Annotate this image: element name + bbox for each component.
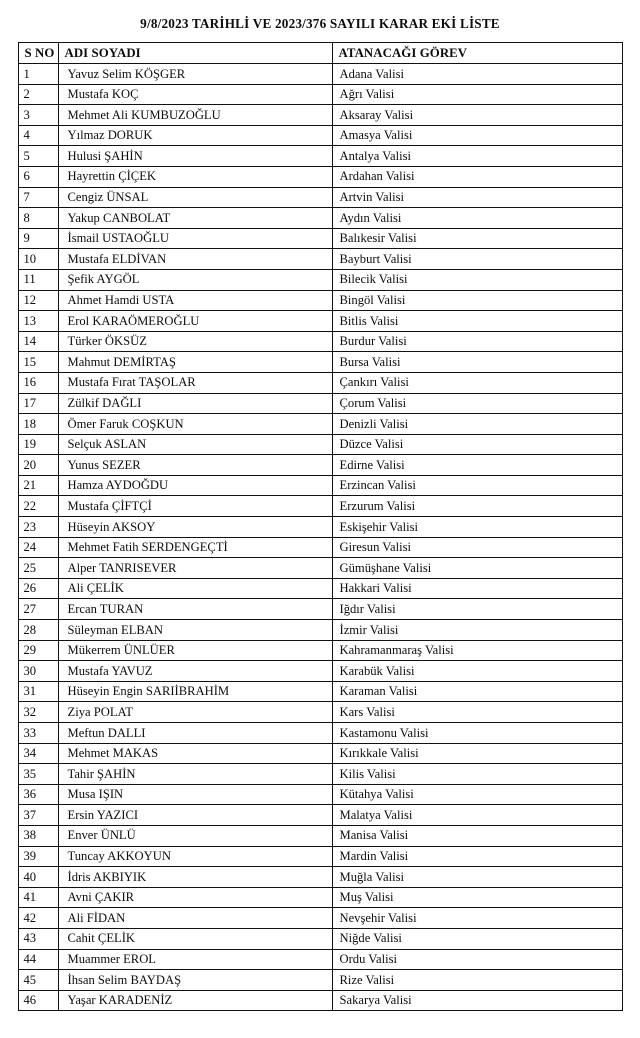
cell-serial-no: 17 <box>18 393 58 414</box>
cell-serial-no: 46 <box>18 990 58 1011</box>
table-row <box>18 455 622 476</box>
table-row <box>18 64 622 85</box>
table-header <box>18 43 622 64</box>
appointments-table <box>18 42 623 1011</box>
table-row <box>18 187 622 208</box>
table-row <box>18 970 622 991</box>
cell-full-name: Ercan TURAN <box>58 599 332 620</box>
cell-serial-no: 25 <box>18 558 58 579</box>
table-row <box>18 517 622 538</box>
table-row <box>18 166 622 187</box>
cell-serial-no: 44 <box>18 949 58 970</box>
cell-full-name: Mustafa ELDİVAN <box>58 249 332 270</box>
cell-full-name: Yavuz Selim KÖŞGER <box>58 64 332 85</box>
table-row <box>18 990 622 1011</box>
cell-serial-no: 4 <box>18 125 58 146</box>
table-row <box>18 352 622 373</box>
cell-full-name: Hüseyin Engin SARIİBRAHİM <box>58 681 332 702</box>
table-row <box>18 743 622 764</box>
cell-serial-no: 34 <box>18 743 58 764</box>
table-row <box>18 887 622 908</box>
cell-assignment: Hakkari Valisi <box>332 578 622 599</box>
cell-assignment: Kırıkkale Valisi <box>332 743 622 764</box>
cell-full-name: Musa IŞIN <box>58 784 332 805</box>
cell-full-name: Avni ÇAKIR <box>58 887 332 908</box>
cell-full-name: Yakup CANBOLAT <box>58 208 332 229</box>
cell-full-name: Meftun DALLI <box>58 723 332 744</box>
cell-full-name: Cahit ÇELİK <box>58 928 332 949</box>
cell-full-name: Mustafa ÇİFTÇİ <box>58 496 332 517</box>
cell-serial-no: 15 <box>18 352 58 373</box>
cell-serial-no: 10 <box>18 249 58 270</box>
table-body <box>18 64 622 1011</box>
table-row <box>18 228 622 249</box>
cell-assignment: Kahramanmaraş Valisi <box>332 640 622 661</box>
cell-serial-no: 18 <box>18 414 58 435</box>
table-row <box>18 620 622 641</box>
table-row <box>18 805 622 826</box>
cell-full-name: Erol KARAÖMEROĞLU <box>58 311 332 332</box>
cell-assignment: Ordu Valisi <box>332 949 622 970</box>
table-row <box>18 146 622 167</box>
cell-full-name: Mustafa KOÇ <box>58 84 332 105</box>
cell-serial-no: 12 <box>18 290 58 311</box>
cell-assignment: Gümüşhane Valisi <box>332 558 622 579</box>
cell-assignment: Muğla Valisi <box>332 867 622 888</box>
table-row <box>18 249 622 270</box>
cell-full-name: Ziya POLAT <box>58 702 332 723</box>
cell-full-name: Yılmaz DORUK <box>58 125 332 146</box>
cell-full-name: Ahmet Hamdi USTA <box>58 290 332 311</box>
cell-assignment: Malatya Valisi <box>332 805 622 826</box>
document-page <box>0 16 640 1038</box>
cell-serial-no: 22 <box>18 496 58 517</box>
cell-full-name: Mehmet Ali KUMBUZOĞLU <box>58 105 332 126</box>
table-row <box>18 764 622 785</box>
table-row <box>18 496 622 517</box>
table-row <box>18 949 622 970</box>
cell-full-name: Ali FİDAN <box>58 908 332 929</box>
cell-assignment: Giresun Valisi <box>332 537 622 558</box>
cell-full-name: Enver ÜNLÜ <box>58 825 332 846</box>
table-row <box>18 846 622 867</box>
table-row <box>18 125 622 146</box>
table-row <box>18 393 622 414</box>
cell-assignment: Antalya Valisi <box>332 146 622 167</box>
cell-full-name: Mustafa YAVUZ <box>58 661 332 682</box>
cell-full-name: Muammer EROL <box>58 949 332 970</box>
cell-serial-no: 7 <box>18 187 58 208</box>
cell-assignment: Eskişehir Valisi <box>332 517 622 538</box>
cell-serial-no: 9 <box>18 228 58 249</box>
cell-serial-no: 5 <box>18 146 58 167</box>
table-row <box>18 599 622 620</box>
cell-assignment: Erzurum Valisi <box>332 496 622 517</box>
cell-serial-no: 42 <box>18 908 58 929</box>
cell-serial-no: 33 <box>18 723 58 744</box>
cell-serial-no: 21 <box>18 475 58 496</box>
cell-full-name: Hüseyin AKSOY <box>58 517 332 538</box>
cell-serial-no: 20 <box>18 455 58 476</box>
cell-serial-no: 24 <box>18 537 58 558</box>
cell-assignment: Bayburt Valisi <box>332 249 622 270</box>
cell-full-name: Hayrettin ÇİÇEK <box>58 166 332 187</box>
cell-assignment: İzmir Valisi <box>332 620 622 641</box>
cell-assignment: Karabük Valisi <box>332 661 622 682</box>
table-row <box>18 578 622 599</box>
column-header-assignment: ATANACAĞI GÖREV <box>332 43 622 64</box>
table-row <box>18 331 622 352</box>
table-row <box>18 208 622 229</box>
cell-assignment: Erzincan Valisi <box>332 475 622 496</box>
cell-full-name: İdris AKBIYIK <box>58 867 332 888</box>
cell-assignment: Rize Valisi <box>332 970 622 991</box>
cell-assignment: Kars Valisi <box>332 702 622 723</box>
table-row <box>18 372 622 393</box>
cell-serial-no: 32 <box>18 702 58 723</box>
cell-full-name: Mustafa Fırat TAŞOLAR <box>58 372 332 393</box>
cell-assignment: Edirne Valisi <box>332 455 622 476</box>
cell-serial-no: 28 <box>18 620 58 641</box>
table-row <box>18 928 622 949</box>
cell-assignment: Denizli Valisi <box>332 414 622 435</box>
table-row <box>18 908 622 929</box>
cell-assignment: Nevşehir Valisi <box>332 908 622 929</box>
cell-assignment: Sakarya Valisi <box>332 990 622 1011</box>
cell-full-name: Zülkif DAĞLI <box>58 393 332 414</box>
cell-full-name: Tuncay AKKOYUN <box>58 846 332 867</box>
table-header-row <box>18 43 622 64</box>
cell-full-name: Mehmet Fatih SERDENGEÇTİ <box>58 537 332 558</box>
table-row <box>18 681 622 702</box>
cell-full-name: Ersin YAZICI <box>58 805 332 826</box>
cell-assignment: Ağrı Valisi <box>332 84 622 105</box>
column-header-serial-no: S NO <box>18 43 58 64</box>
cell-assignment: Burdur Valisi <box>332 331 622 352</box>
cell-serial-no: 3 <box>18 105 58 126</box>
page-title: 9/8/2023 TARİHLİ VE 2023/376 SAYILI KARAR EKİ LİSTE <box>140 16 500 31</box>
table-row <box>18 311 622 332</box>
cell-serial-no: 11 <box>18 269 58 290</box>
table-row <box>18 867 622 888</box>
cell-serial-no: 29 <box>18 640 58 661</box>
table-row <box>18 702 622 723</box>
cell-serial-no: 26 <box>18 578 58 599</box>
cell-assignment: Bursa Valisi <box>332 352 622 373</box>
cell-assignment: Kastamonu Valisi <box>332 723 622 744</box>
cell-serial-no: 41 <box>18 887 58 908</box>
cell-full-name: İhsan Selim BAYDAŞ <box>58 970 332 991</box>
cell-full-name: İsmail USTAOĞLU <box>58 228 332 249</box>
cell-assignment: Manisa Valisi <box>332 825 622 846</box>
cell-full-name: Mükerrem ÜNLÜER <box>58 640 332 661</box>
cell-assignment: Adana Valisi <box>332 64 622 85</box>
table-row <box>18 558 622 579</box>
cell-full-name: Hulusi ŞAHİN <box>58 146 332 167</box>
cell-full-name: Yaşar KARADENİZ <box>58 990 332 1011</box>
cell-assignment: Düzce Valisi <box>332 434 622 455</box>
cell-serial-no: 6 <box>18 166 58 187</box>
cell-assignment: Bingöl Valisi <box>332 290 622 311</box>
cell-serial-no: 37 <box>18 805 58 826</box>
cell-serial-no: 27 <box>18 599 58 620</box>
cell-assignment: Çankırı Valisi <box>332 372 622 393</box>
cell-assignment: Mardin Valisi <box>332 846 622 867</box>
cell-serial-no: 31 <box>18 681 58 702</box>
cell-full-name: Mahmut DEMİRTAŞ <box>58 352 332 373</box>
cell-serial-no: 19 <box>18 434 58 455</box>
cell-assignment: Niğde Valisi <box>332 928 622 949</box>
cell-serial-no: 39 <box>18 846 58 867</box>
cell-assignment: Aksaray Valisi <box>332 105 622 126</box>
cell-assignment: Artvin Valisi <box>332 187 622 208</box>
cell-assignment: Iğdır Valisi <box>332 599 622 620</box>
cell-serial-no: 13 <box>18 311 58 332</box>
table-row <box>18 84 622 105</box>
cell-serial-no: 35 <box>18 764 58 785</box>
cell-assignment: Çorum Valisi <box>332 393 622 414</box>
cell-serial-no: 43 <box>18 928 58 949</box>
cell-full-name: Mehmet MAKAS <box>58 743 332 764</box>
table-row <box>18 290 622 311</box>
cell-full-name: Hamza AYDOĞDU <box>58 475 332 496</box>
cell-full-name: Yunus SEZER <box>58 455 332 476</box>
cell-assignment: Kilis Valisi <box>332 764 622 785</box>
cell-assignment: Bitlis Valisi <box>332 311 622 332</box>
table-row <box>18 661 622 682</box>
cell-assignment: Bilecik Valisi <box>332 269 622 290</box>
cell-assignment: Amasya Valisi <box>332 125 622 146</box>
cell-assignment: Balıkesir Valisi <box>332 228 622 249</box>
cell-serial-no: 23 <box>18 517 58 538</box>
table-row <box>18 105 622 126</box>
table-row <box>18 640 622 661</box>
cell-serial-no: 16 <box>18 372 58 393</box>
table-row <box>18 475 622 496</box>
table-row <box>18 269 622 290</box>
column-header-full-name: ADI SOYADI <box>58 43 332 64</box>
cell-serial-no: 38 <box>18 825 58 846</box>
cell-assignment: Kütahya Valisi <box>332 784 622 805</box>
table-row <box>18 825 622 846</box>
cell-full-name: Cengiz ÜNSAL <box>58 187 332 208</box>
cell-assignment: Muş Valisi <box>332 887 622 908</box>
table-row <box>18 414 622 435</box>
table-row <box>18 784 622 805</box>
cell-full-name: Şefik AYGÖL <box>58 269 332 290</box>
cell-serial-no: 14 <box>18 331 58 352</box>
cell-full-name: Tahir ŞAHİN <box>58 764 332 785</box>
cell-assignment: Aydın Valisi <box>332 208 622 229</box>
cell-serial-no: 40 <box>18 867 58 888</box>
cell-serial-no: 30 <box>18 661 58 682</box>
cell-serial-no: 36 <box>18 784 58 805</box>
table-row <box>18 537 622 558</box>
cell-serial-no: 8 <box>18 208 58 229</box>
cell-assignment: Ardahan Valisi <box>332 166 622 187</box>
table-row <box>18 434 622 455</box>
cell-serial-no: 1 <box>18 64 58 85</box>
cell-full-name: Ali ÇELİK <box>58 578 332 599</box>
cell-full-name: Türker ÖKSÜZ <box>58 331 332 352</box>
cell-assignment: Karaman Valisi <box>332 681 622 702</box>
cell-serial-no: 2 <box>18 84 58 105</box>
cell-full-name: Selçuk ASLAN <box>58 434 332 455</box>
cell-full-name: Ömer Faruk COŞKUN <box>58 414 332 435</box>
table-row <box>18 723 622 744</box>
cell-serial-no: 45 <box>18 970 58 991</box>
cell-full-name: Süleyman ELBAN <box>58 620 332 641</box>
cell-full-name: Alper TANRISEVER <box>58 558 332 579</box>
